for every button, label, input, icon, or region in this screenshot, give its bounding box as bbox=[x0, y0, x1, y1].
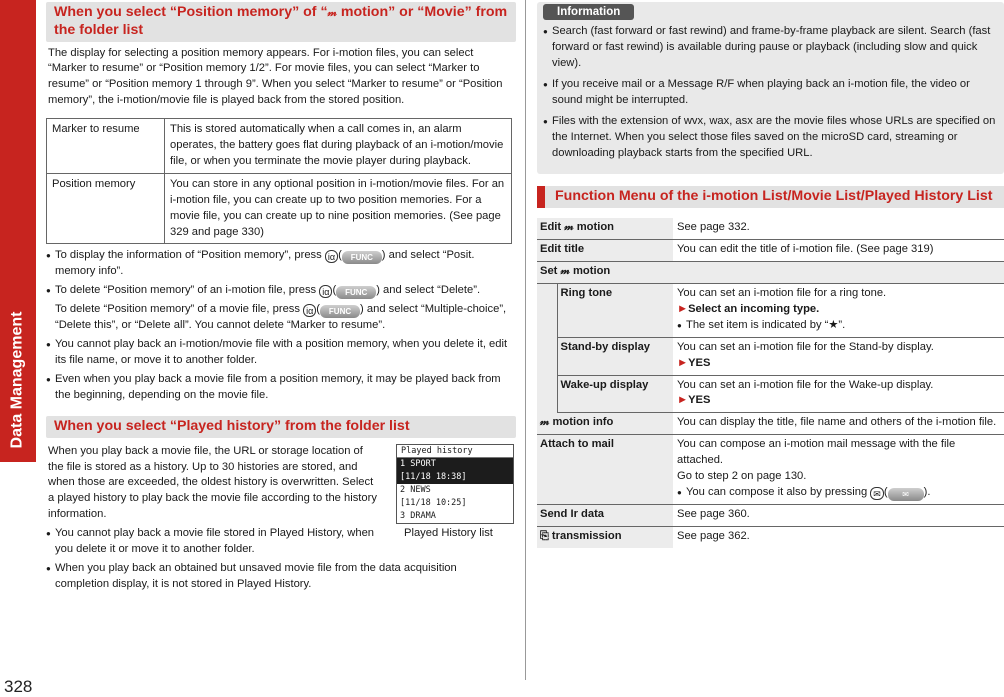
step-text: Select an incoming type. bbox=[688, 302, 820, 315]
section-side-tab bbox=[0, 0, 36, 462]
imotion-icon: 𝓂 bbox=[560, 265, 570, 278]
menu-item-desc: See page 332. bbox=[673, 218, 1004, 239]
menu-item-label: motion bbox=[569, 265, 611, 278]
screen-row: [11/18 18:38] bbox=[397, 471, 513, 484]
function-menu-table bbox=[537, 218, 1004, 548]
info-item: ● Files with the extension of wvx, wax, asx are the movie files whose URLs are specified on the Internet. When you select those files saved on the microSD card, streaming or downloading playback starts from the specified URL. bbox=[543, 114, 996, 162]
position-memory-table bbox=[46, 118, 512, 244]
menu-item-attach-to-mail: Attach to mail bbox=[537, 435, 673, 505]
bullet-item: ● You cannot play back a movie file stored in Played History, when you delete it or move it to another folder. bbox=[46, 526, 382, 558]
desc-line: You can compose an i-motion mail message with the file attached. bbox=[677, 438, 956, 467]
menu-item-desc: You can edit the title of i-motion file. (See page 319) bbox=[673, 240, 1004, 262]
func-softkey-icon: FUNC bbox=[320, 305, 360, 318]
section-side-tab-label: Data Management bbox=[8, 311, 26, 449]
position-memory-heading-part2: motion” or “Movie” from the folder list bbox=[54, 4, 508, 38]
info-item: ● Search (fast forward or fast rewind) and frame-by-frame playback are silent. Search (fast forward or fast rewind) is available during pause or playback (including slow and quick view). bbox=[543, 24, 996, 72]
step-arrow-icon: ► bbox=[677, 394, 689, 407]
note-text: You can compose it also by pressing bbox=[686, 486, 871, 499]
imotion-icon: 𝓂 bbox=[327, 7, 337, 19]
function-menu-heading: Function Menu of the i-motion List/Movie List/Played History List bbox=[537, 186, 1004, 209]
menu-item-edit-motion bbox=[537, 218, 673, 239]
bullet-subline: To delete “Position memory” of a movie file, press iα ( FUNC ) and select “Multiple-choice”, “Delete this”, or “Delete all”. You cannot delete “Marker to resume”. bbox=[55, 303, 507, 332]
desc-step bbox=[677, 393, 1001, 409]
played-history-caption: Played History list bbox=[404, 526, 493, 539]
bullet-text: To delete “Position memory” of an i-motion file, press bbox=[55, 284, 320, 297]
i-alpha-key-icon: iα bbox=[303, 304, 316, 317]
bullet-text: and select “Posit. memory info”. bbox=[55, 249, 475, 278]
table-row bbox=[47, 173, 512, 244]
step-arrow-icon: ► bbox=[677, 356, 689, 369]
table-row bbox=[47, 119, 512, 174]
menu-item-desc: See page 362. bbox=[677, 529, 750, 542]
bullet-item: ● To display the information of “Position memory”, press iα ( FUNC ) and select “Posit. memory info”. bbox=[46, 248, 516, 280]
menu-row bbox=[537, 505, 1004, 527]
desc-line: You can set an i-motion file for a ring tone. bbox=[677, 287, 887, 300]
func-softkey-icon: FUNC bbox=[336, 286, 376, 299]
desc-note: ● The set item is indicated by “★”. bbox=[677, 318, 1001, 334]
menu-row bbox=[537, 413, 1004, 435]
menu-item-desc bbox=[673, 375, 1004, 413]
bullet-item: ● When you play back an obtained but unsaved movie file from the data acquisition completion display, it is not stored in Played History. bbox=[46, 561, 512, 593]
table-term: Position memory bbox=[47, 173, 165, 244]
menu-item-wakeup-display: Wake-up display bbox=[557, 375, 673, 413]
menu-item-label: motion info bbox=[549, 416, 614, 429]
menu-item-label: Set bbox=[540, 265, 561, 278]
menu-item-standby-display: Stand-by display bbox=[557, 337, 673, 375]
ic-transmission-icon: ⎘ bbox=[540, 529, 549, 542]
imotion-icon: 𝓂 bbox=[564, 221, 574, 234]
screen-row: [11/18 10:25] bbox=[400, 497, 467, 508]
desc-line: You can set an i-motion file for the Wake-up display. bbox=[677, 378, 934, 391]
menu-item-edit-title: Edit title bbox=[537, 240, 673, 262]
menu-row bbox=[537, 284, 1004, 338]
bullet-item: ● You cannot play back an i-motion/movie file with a position memory, when you delete it, edit its file name, or move it to another folder. bbox=[46, 337, 516, 369]
menu-row bbox=[537, 218, 1004, 239]
desc-line: You can set an i-motion file for the Stand-by display. bbox=[677, 340, 934, 353]
i-alpha-key-icon: iα bbox=[325, 250, 338, 263]
position-memory-heading-part1: When you select “Position memory” of “ bbox=[54, 4, 328, 20]
menu-item-label: transmission bbox=[548, 529, 622, 542]
menu-item-desc: You can display the title, file name and others of the i-motion file. bbox=[673, 413, 1004, 435]
imotion-icon: 𝓂 bbox=[540, 416, 550, 429]
i-alpha-key-icon: iα bbox=[319, 285, 332, 298]
menu-item-label: Edit bbox=[540, 221, 565, 234]
column-divider bbox=[525, 0, 526, 680]
desc-step bbox=[677, 356, 1001, 372]
screen-row: 2 NEWS bbox=[400, 484, 431, 495]
step-text: YES bbox=[688, 356, 711, 369]
menu-item-desc bbox=[673, 435, 1004, 505]
menu-row bbox=[537, 262, 1004, 284]
func-softkey-icon: FUNC bbox=[342, 251, 382, 264]
menu-row bbox=[537, 526, 1004, 547]
bullet-text: To delete “Position memory” of a movie file, press bbox=[55, 303, 304, 316]
screen-row: 3 DRAMA bbox=[400, 510, 436, 521]
bullet-text: and select “Delete”. bbox=[379, 284, 481, 297]
screen-row: 1 SPORT bbox=[397, 458, 513, 471]
position-memory-heading bbox=[46, 2, 516, 42]
menu-row bbox=[537, 435, 1004, 505]
bullet-text: and select “Multiple-choice”, “Delete this”, or “Delete all”. You cannot delete “Marker to resume”. bbox=[55, 303, 507, 332]
note-text: . bbox=[927, 486, 931, 499]
desc-note: ● You can compose it also by pressing ✉ ( ✉ ). bbox=[677, 485, 1001, 501]
right-column bbox=[537, 2, 1004, 548]
menu-row bbox=[537, 375, 1004, 413]
played-history-screen bbox=[396, 444, 514, 524]
bullet-text: To display the information of “Position memory”, press bbox=[55, 249, 325, 262]
left-column bbox=[46, 2, 516, 593]
menu-item-desc bbox=[673, 337, 1004, 375]
table-desc: This is stored automatically when a call comes in, an alarm operates, the battery goes flat during playback of an i-motion/movie file, or when you terminate the movie player during playback. bbox=[165, 119, 512, 174]
played-history-text bbox=[46, 444, 382, 558]
position-memory-intro: The display for selecting a position memory appears. For i-motion files, you can select “Marker to resume” or “Position memory 1/2”. For movie files, you can select “Marker to resume” or “Position memory 1 through 9”. When you select “Marker to resume” or “Position memory”, the i-motion/movie file is played back from the stored position. bbox=[48, 46, 503, 107]
menu-item-desc bbox=[673, 284, 1004, 338]
played-history-heading: When you select “Played history” from the folder list bbox=[46, 416, 516, 438]
info-item: ● If you receive mail or a Message R/F when playing back an i-motion file, the video or sound might be interrupted. bbox=[543, 77, 996, 109]
desc-line: Go to step 2 on page 130. bbox=[677, 470, 807, 483]
menu-item-transmission bbox=[537, 526, 673, 547]
menu-item-desc: See page 360. bbox=[673, 505, 1004, 527]
mail-softkey-icon: ✉ bbox=[888, 488, 924, 501]
menu-item-label: motion bbox=[573, 221, 614, 234]
screen-title: Played history bbox=[397, 445, 513, 458]
played-history-intro: When you play back a movie file, the URL or storage location of the file is stored as a history. Up to 30 histories are stored, and when those are exceeded, the oldest history is overwritten. Select a played history to play back the movie file according to the history information. bbox=[48, 444, 377, 521]
bullet-item: ● To delete “Position memory” of an i-motion file, press iα ( FUNC ) and select “Delete”. bbox=[46, 283, 516, 299]
submenu-indent bbox=[537, 284, 557, 413]
menu-row bbox=[537, 240, 1004, 262]
menu-item-ring-tone: Ring tone bbox=[557, 284, 673, 338]
page-number: 328 bbox=[4, 677, 33, 696]
step-text: YES bbox=[688, 394, 711, 407]
menu-item-set-motion bbox=[537, 262, 1004, 284]
information-box bbox=[537, 2, 1004, 174]
information-label: Information bbox=[543, 4, 634, 20]
menu-row bbox=[537, 337, 1004, 375]
table-term: Marker to resume bbox=[47, 119, 165, 174]
played-history-section bbox=[46, 444, 516, 593]
bullet-item: ● Even when you play back a movie file from a position memory, it may be played back from the beginning, depending on the movie file. bbox=[46, 372, 516, 404]
mail-key-icon: ✉ bbox=[870, 487, 884, 500]
table-desc: You can store in any optional position in i-motion/movie files. For an i-motion file, you can create up to two position memories. For a movie file, you can create up to nine position memories. (See page 329 and page 330) bbox=[165, 173, 512, 244]
desc-step bbox=[677, 302, 1001, 318]
menu-item-send-ir-data: Send Ir data bbox=[537, 505, 673, 527]
step-arrow-icon: ► bbox=[677, 302, 689, 315]
menu-item-motion-info bbox=[537, 413, 673, 435]
